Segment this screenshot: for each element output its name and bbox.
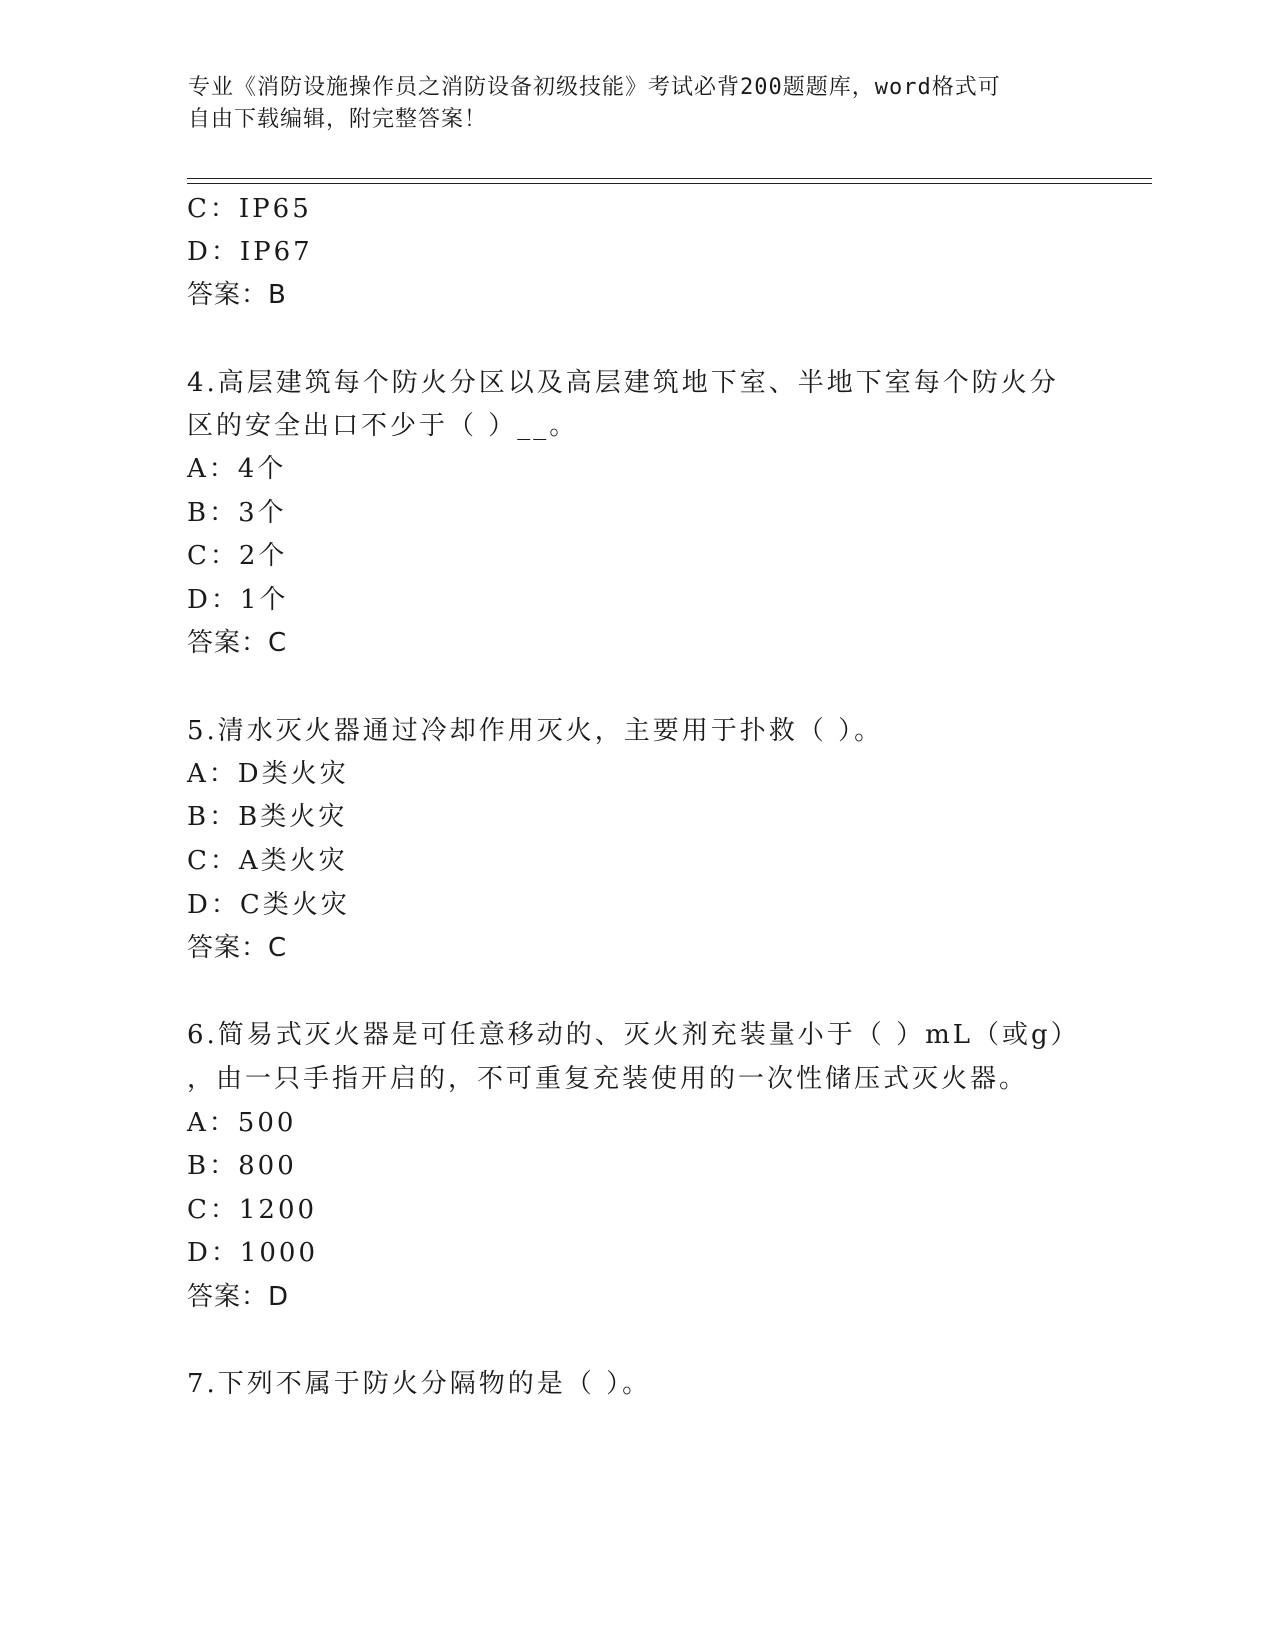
option-b: B：3个 xyxy=(187,498,287,528)
question-stem-line: 7.下列不属于防火分隔物的是（ ）。 xyxy=(187,1369,652,1399)
option-d: D：1个 xyxy=(187,585,289,615)
header-divider-bottom xyxy=(187,183,1152,184)
answer-line: 答案：B xyxy=(187,280,287,310)
question-stem-line: 6.简易式灭火器是可任意移动的、灭火剂充装量小于（ ）mL（或g） xyxy=(187,1020,1080,1050)
option-b: B：B类火灾 xyxy=(187,802,348,832)
option-c: C：2个 xyxy=(187,541,288,571)
option-d: D：IP67 xyxy=(187,237,313,267)
option-a: A：500 xyxy=(187,1108,297,1138)
header-line-2: 自由下载编辑，附完整答案！ xyxy=(188,107,488,132)
header-line-1: 专业《消防设施操作员之消防设备初级技能》考试必背200题题库，word格式可 xyxy=(188,75,1001,100)
option-c: C：IP65 xyxy=(187,194,312,224)
document-header xyxy=(188,72,1088,136)
option-d: D：C类火灾 xyxy=(187,890,350,920)
question-stem-line: 区的安全出口不少于（ ）__。 xyxy=(187,411,579,441)
option-c: C：A类火灾 xyxy=(187,846,348,876)
question-stem-line: ，由一只手指开启的，不可重复充装使用的一次性储压式灭火器。 xyxy=(187,1064,1029,1094)
option-d: D：1000 xyxy=(187,1238,319,1268)
question-stem-line: 5.清水灭火器通过冷却作用灭火，主要用于扑救（ ）。 xyxy=(187,716,884,746)
answer-line: 答案：C xyxy=(187,628,288,658)
header-divider-top xyxy=(187,178,1152,179)
answer-line: 答案：C xyxy=(187,933,288,963)
option-a: A：D类火灾 xyxy=(187,759,349,789)
option-a: A：4个 xyxy=(187,454,287,484)
answer-line: 答案：D xyxy=(187,1282,290,1312)
question-stem-line: 4.高层建筑每个防火分区以及高层建筑地下室、半地下室每个防火分 xyxy=(187,368,1059,398)
option-c: C：1200 xyxy=(187,1195,318,1225)
option-b: B：800 xyxy=(187,1151,297,1181)
